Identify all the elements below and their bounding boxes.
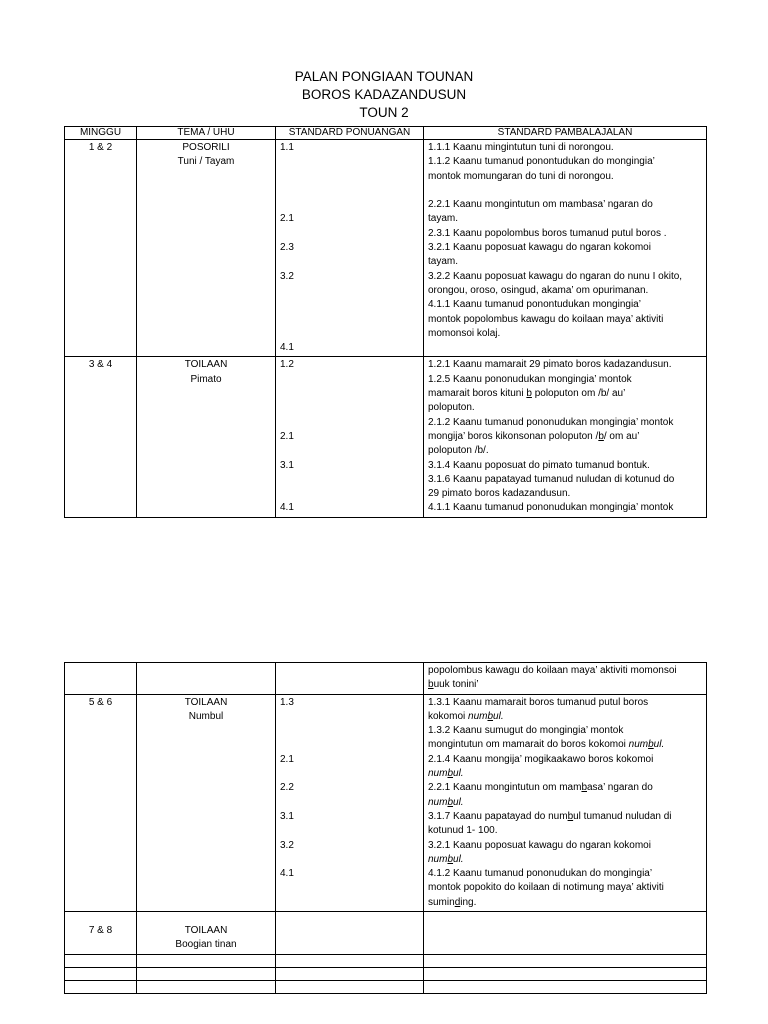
uhu-label: Numbul [188,710,224,722]
tema-uhu-cell [137,140,276,357]
learning-standard-line: kotunud 1- 100. [428,825,498,837]
standard-code [280,710,419,724]
standard-code: 3.1 [280,810,294,822]
header-tema-uhu: TEMA / UHU [137,127,276,140]
header-standard-ponuangan: STANDARD PONUANGAN [276,127,424,140]
empty-cell [424,967,707,980]
learning-standard-line: 1.1.2 Kaanu tumanud ponontudukan do mongingia’ [428,156,655,168]
title-line-1: PALAN PONGIAAN TOUNAN [294,69,474,84]
learning-standard-line: poloputon /b/. [428,445,489,457]
lesson-plan-table-page-1 [64,126,707,518]
learning-standard-line: 1.1.1 Kaanu mingintutun tuni di norongou. [428,142,614,153]
learning-standard-line: montok popolombus kawagu do koilaan maya’ aktiviti [428,313,664,325]
standard-code: 3.2 [280,270,294,282]
standard-code: 2.3 [280,242,294,254]
learning-standard-line: 3.1.7 Kaanu papatayad do numbul tumanud nuludan di [428,810,672,822]
empty-cell [137,967,276,980]
standard-ponuangan-cell [276,140,424,357]
standard-pambalajalan-cell [424,140,707,357]
learning-standard-line: tayam. [428,256,459,268]
minggu-cell: 5 & 6 [65,694,137,911]
learning-standard-line: numbul. [428,796,464,808]
table-row [65,663,707,695]
learning-standard-line: 3.1.6 Kaanu papatayad tumanud nuludan di kotunud do [428,473,675,485]
standard-code [280,853,419,867]
learning-standard-line: 3.2.1 Kaanu poposuat kawagu do ngaran kokomoi [428,242,651,254]
empty-cell [276,980,424,993]
standard-ponuangan-cell [276,694,424,911]
standard-code [280,724,419,738]
learning-standard-line [428,184,702,198]
table-header-row [65,127,707,140]
standard-code [280,767,419,781]
learning-standard-line: montok popokito do koilaan di notimung maya’ aktiviti [428,882,664,894]
standard-code [280,155,419,169]
learning-standard-line: 1.2.1 Kaanu mamarait 29 pimato boros kadazandusun. [428,359,672,371]
learning-standard-line: 2.1.2 Kaanu tumanud pononudukan mongingia’ montok [428,416,674,428]
uhu-label: Tuni / Tayam [177,156,235,168]
learning-standard-line: 1.3.2 Kaanu sumugut do mongingia’ montok [428,725,624,737]
learning-standard-line: 29 pimato boros kadazandusun. [428,488,571,500]
empty-table-row [65,967,707,980]
tema-uhu-cell [137,663,276,695]
learning-standard-line: 2.1.4 Kaanu mongija’ mogikaakawo boros kokomoi [428,753,654,765]
minggu-cell: 7 & 8 [65,912,137,955]
standard-code [280,184,419,198]
standard-code: 2.1 [280,430,294,442]
standard-code: 3.2 [280,839,294,851]
standard-code: 3.1 [280,459,294,471]
learning-standard-line: 1.3.1 Kaanu mamarait boros tumanud putul boros [428,696,649,708]
standard-code [280,255,419,269]
empty-table-row [65,954,707,967]
learning-standard-line: 4.1.2 Kaanu tumanud pononudukan do mongingia’ [428,868,653,880]
lesson-plan-table-page-2 [64,662,707,994]
tema-uhu-cell [137,694,276,911]
standard-code [280,796,419,810]
empty-cell [65,980,137,993]
table-row [65,912,707,955]
tema-label: TOILAAN [184,925,228,937]
standard-code [280,387,419,401]
header-minggu: MINGGU [65,127,137,140]
learning-standard-line: montok momungaran do tuni di norongou. [428,170,614,182]
learning-standard-line: 3.1.4 Kaanu poposuat do pimato tumanud bontuk. [428,459,650,471]
standard-code [280,401,419,415]
learning-standard-line: poloputon. [428,402,475,414]
standard-code: 4.1 [280,868,294,880]
standard-code [280,284,419,298]
minggu-cell: 3 & 4 [65,357,137,517]
title-line-2: BOROS KADAZANDUSUN [301,87,467,102]
standard-code: 4.1 [280,502,294,514]
learning-standard-line: 1.2.5 Kaanu pononudukan mongingia’ montok [428,373,632,385]
learning-standard-line: mamarait boros kituni b poloputon om /b/ au’ [428,388,626,400]
empty-table-row [65,980,707,993]
empty-cell [65,967,137,980]
learning-standard-line: popolombus kawagu do koilaan maya’ aktiviti momonsoi [428,665,677,676]
learning-standard-line: 2.2.1 Kaanu mongintutun om mambasa’ ngaran do [428,782,653,794]
learning-standard-line: kokomoi numbul. [428,710,504,722]
learning-standard-line: orongou, oroso, osingud, akama’ om opurimanan. [428,284,649,296]
table-row [65,357,707,517]
standard-code: 1.1 [280,142,294,153]
standard-code [280,473,419,487]
standard-ponuangan-cell [276,912,424,955]
uhu-label: Pimato [190,373,222,385]
tema-label: TOILAAN [184,696,228,708]
empty-cell [137,980,276,993]
title-line-3: TOUN 2 [359,105,409,120]
standard-code: 1.3 [280,696,294,708]
standard-pambalajalan-cell [424,357,707,517]
standard-code [280,327,419,341]
standard-code [280,738,419,752]
standard-pambalajalan-cell [424,694,707,911]
empty-cell [276,954,424,967]
standard-code [280,416,419,430]
standard-code [280,824,419,838]
learning-standard-line: 3.2.1 Kaanu poposuat kawagu do ngaran kokomoi [428,839,651,851]
standard-code: 1.2 [280,359,294,371]
minggu-cell: 1 & 2 [65,140,137,357]
standard-code [280,373,419,387]
standard-code [280,444,419,458]
learning-standard-line: numbul. [428,853,464,865]
standard-pambalajalan-cell [424,663,707,695]
learning-standard-line: mongintutun om mamarait do boros kokomoi numbul. [428,739,665,751]
header-standard-pambalajalan: STANDARD PAMBALAJALAN [424,127,707,140]
standard-code [280,298,419,312]
standard-code [280,198,419,212]
standard-code: 4.1 [280,342,294,354]
standard-ponuangan-cell [276,663,424,695]
learning-standard-line: 3.2.2 Kaanu poposuat kawagu do ngaran do nunu I okito, [428,270,683,282]
standard-code [280,170,419,184]
uhu-label: Boogian tinan [175,939,237,951]
learning-standard-line: momonsoi kolaj. [428,327,501,339]
standard-pambalajalan-cell [424,912,707,955]
empty-cell [424,980,707,993]
standard-ponuangan-cell [276,357,424,517]
empty-cell [424,954,707,967]
learning-standard-line: numbul. [428,768,464,780]
standard-code [280,227,419,241]
learning-standard-line: 4.1.1 Kaanu tumanud ponontudukan mongingia’ [428,299,641,311]
learning-standard-line: suminding. [428,896,477,908]
tema-label: TOILAAN [184,359,228,371]
standard-code: 2.1 [280,753,294,765]
standard-code: 2.2 [280,782,294,794]
table-row [65,694,707,911]
standard-code [280,313,419,327]
learning-standard-line: 4.1.1 Kaanu tumanud pononudukan mongingia’ montok [428,502,674,514]
tema-label: POSORILI [182,142,230,153]
learning-standard-line: 2.3.1 Kaanu popolombus boros tumanud putul boros . [428,227,667,239]
tema-uhu-cell [137,357,276,517]
learning-standard-line: mongija’ boros kikonsonan poloputon /b/ om au’ [428,430,640,442]
standard-code [280,487,419,501]
learning-standard-line: buuk tonini’ [428,679,479,691]
table-row [65,140,707,357]
learning-standard-line: tayam. [428,213,459,225]
empty-cell [137,954,276,967]
document-title [0,68,768,122]
tema-uhu-cell [137,912,276,955]
learning-standard-line: 2.2.1 Kaanu mongintutun om mambasa’ ngaran do [428,199,653,211]
empty-cell [65,954,137,967]
standard-code: 2.1 [280,213,294,225]
empty-cell [276,967,424,980]
minggu-cell [65,663,137,695]
